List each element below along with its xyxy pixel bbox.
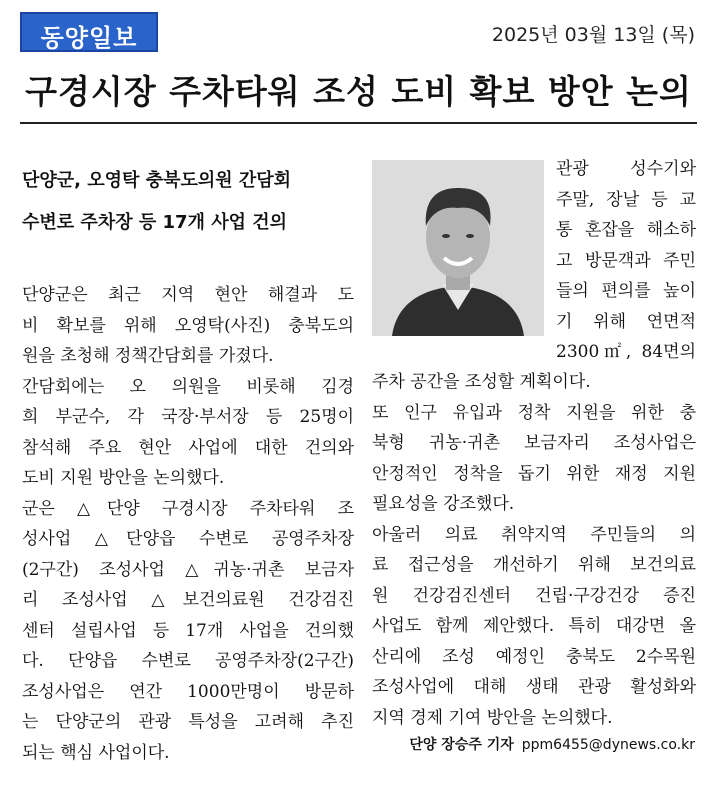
article-right-column-top (556, 154, 696, 368)
article-text-line: 간담회에는 오 의원을 비롯해 김경 (22, 376, 354, 397)
article-headline: 구경시장 주차타워 조성 도비 확보 방안 논의 (25, 72, 692, 111)
article-text-line: 기 위해 연면적 (556, 311, 696, 332)
article-text-line: 센터 설립사업 등 17개 사업을 건의했 (22, 620, 354, 641)
article-text-line: 단양군은 최근 지역 현안 해결과 도 (22, 285, 354, 305)
subheadline-2: 수변로 주차장 등 17개 사업 건의 (22, 212, 288, 233)
article-text-line: 원 건강검진센터 건립·구강건강 증진 (372, 585, 696, 606)
article-text-line: 비 확보를 위해 오영탁(사진) 충북도의 (22, 315, 354, 336)
subheadline-1: 단양군, 오영탁 충북도의원 간담회 (22, 170, 292, 191)
article-text-line: 지역 경제 기여 방안을 논의했다. (372, 707, 613, 728)
article-text-line: 성사업 △단양읍 수변로 공영주차장 (22, 529, 354, 549)
article-text-line: 들의 편의를 높이 (556, 281, 696, 301)
byline-email: ppm6455@dynews.co.kr (521, 737, 695, 753)
article-text-line: 또 인구 유입과 정착 지원을 위한 충 (372, 402, 696, 423)
article-text-line: 2300㎡, 84면의 (556, 342, 696, 362)
byline-author: 단양 장승주 기자 (409, 737, 514, 753)
article-text-line: 원을 초청해 정책간담회를 가졌다. (22, 346, 274, 366)
article-text-line: 고 방문객과 주민 (556, 250, 696, 271)
article-text-line: 사업도 함께 제안했다. 특히 대강면 올 (372, 616, 696, 636)
article-text-line: 군은 △단양 구경시장 주차타워 조 (22, 498, 354, 519)
article-text-line: 료 접근성을 개선하기 위해 보건의료 (372, 555, 696, 575)
article-right-column (372, 367, 696, 733)
newspaper-masthead (20, 12, 158, 52)
article-text-line: 주말, 장날 등 교 (556, 189, 696, 210)
article-text-line: 안정적인 정착을 돕기 위한 재정 지원 (372, 463, 696, 484)
article-text-line: 필요성을 강조했다. (372, 494, 515, 514)
article-text-line: 되는 핵심 사업이다. (22, 742, 170, 763)
headline-divider (20, 122, 697, 124)
reporter-subject-photo (372, 160, 544, 336)
article-text-line: 희 부군수, 각 국장·부서장 등 25명이 (22, 407, 354, 427)
article-text-line: 아울러 의료 취약지역 주민들의 의 (372, 524, 696, 545)
article-text-line: 리 조성사업 △보건의료원 건강검진 (22, 590, 354, 610)
article-text-line: (2구간) 조성사업 △귀농·귀촌 보금자 (22, 559, 354, 580)
article-left-column (22, 280, 354, 768)
article-text-line: 조성사업에 대해 생태 관광 활성화와 (372, 677, 696, 697)
article-text-line: 는 단양군의 관광 특성을 고려해 추진 (22, 712, 354, 732)
article-text-line: 다. 단양읍 수변로 공영주차장(2구간) (22, 651, 354, 671)
article-text-line: 주차 공간을 조성할 계획이다. (372, 372, 591, 392)
article-text-line: 북형 귀농·귀촌 보금자리 조성사업은 (372, 433, 696, 453)
article-text-line: 산리에 조성 예정인 충북도 2수목원 (372, 646, 696, 667)
byline (409, 734, 695, 754)
article-text-line: 조성사업은 연간 1000만명이 방문하 (22, 681, 354, 702)
masthead-title: 동양일보 (40, 24, 138, 52)
article-text-line: 관광 성수기와 (556, 159, 696, 179)
article-text-line: 통 혼잡을 해소하 (556, 220, 696, 240)
publication-date: 2025년 03월 13일 (목) (491, 24, 695, 46)
article-text-line: 참석해 주요 현안 사업에 대한 건의와 (22, 437, 354, 458)
article-text-line: 도비 지원 방안을 논의했다. (22, 468, 225, 488)
